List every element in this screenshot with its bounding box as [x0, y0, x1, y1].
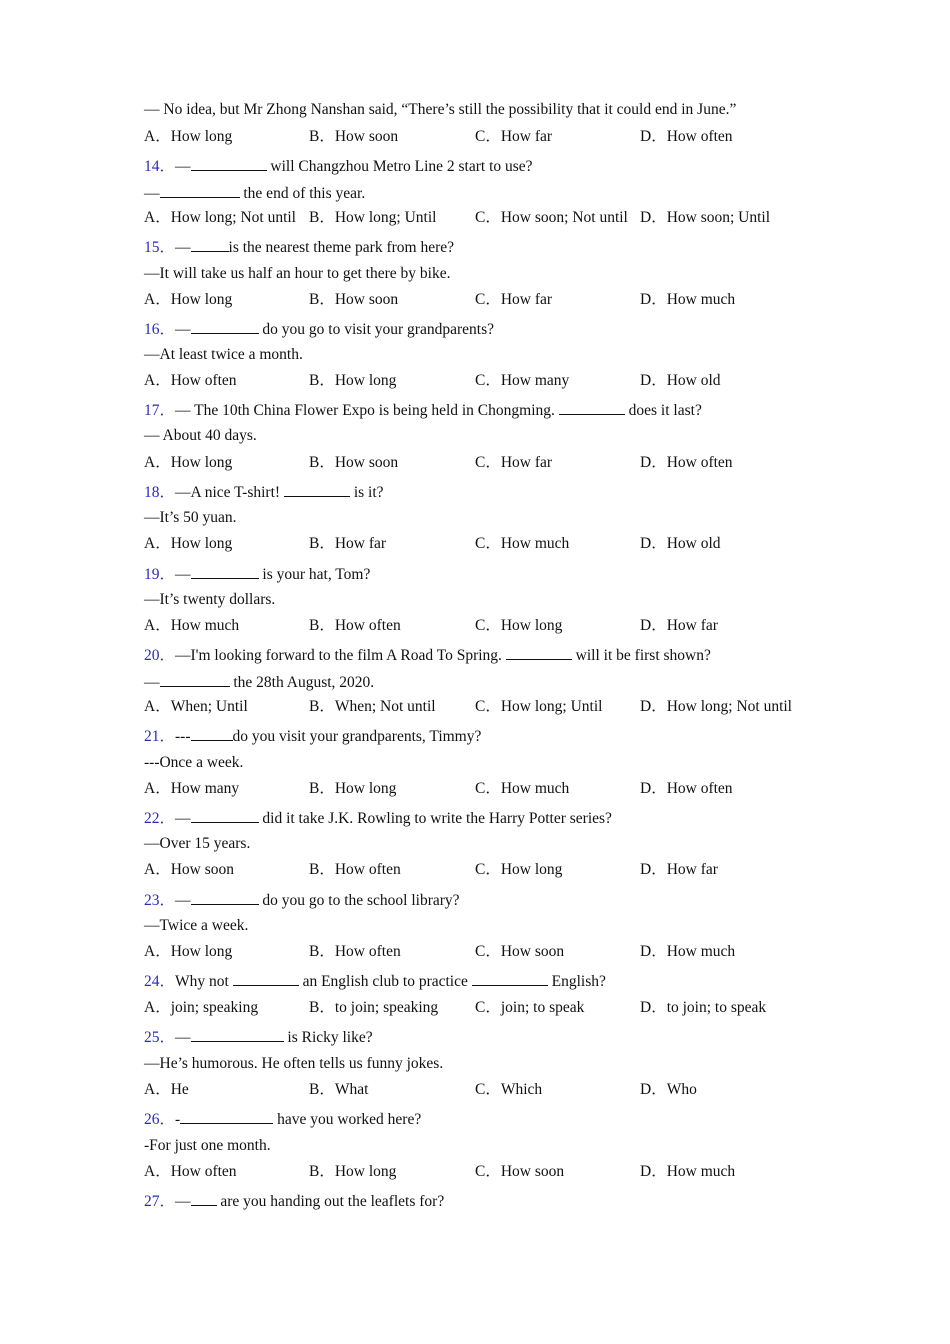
question-22: 22．— did it take J.K. Rowling to write the Harry Potter series? [144, 810, 612, 827]
question-number: 14． [144, 158, 176, 175]
response-line: —Over 15 years. [144, 835, 251, 852]
response-line: — the 28th August, 2020. [144, 674, 375, 691]
option-b[interactable]: B．How soon [309, 128, 399, 145]
option-a[interactable]: A．How soon [144, 861, 234, 878]
option-a[interactable]: A．How often [144, 1163, 237, 1180]
answer-blank[interactable] [191, 1027, 284, 1042]
option-a[interactable]: A．He [144, 1081, 189, 1098]
option-c[interactable]: C．How long; Until [475, 698, 603, 715]
question-number: 18． [144, 484, 176, 501]
answer-blank[interactable] [191, 564, 259, 579]
options-row [144, 291, 844, 309]
response-line: —At least twice a month. [144, 346, 303, 363]
option-c[interactable]: C．How long [475, 861, 563, 878]
option-c[interactable]: C．How far [475, 454, 553, 471]
option-c[interactable]: C．How many [475, 372, 570, 389]
option-b[interactable]: B．How often [309, 617, 401, 634]
answer-blank[interactable] [160, 183, 240, 198]
answer-blank[interactable] [191, 890, 259, 905]
dialog-line: — No idea, but Mr Zhong Nanshan said, “There’s still the possibility that it could end in June.” [144, 101, 737, 118]
question-number: 19． [144, 566, 176, 583]
response-line: ---Once a week. [144, 754, 244, 771]
options-row [144, 617, 844, 635]
response-line: —It’s 50 yuan. [144, 509, 237, 526]
question-27: 27．— are you handing out the leaflets for? [144, 1193, 445, 1210]
option-d[interactable]: D．How far [640, 617, 718, 634]
answer-blank[interactable] [191, 319, 259, 334]
question-25: 25．— is Ricky like? [144, 1029, 373, 1046]
question-21: 21．--- do you visit your grandparents, Timmy? [144, 728, 482, 745]
option-b[interactable]: B．How often [309, 861, 401, 878]
option-c[interactable]: C．How soon; Not until [475, 209, 628, 226]
options-row [144, 454, 844, 472]
option-d[interactable]: D．How often [640, 128, 733, 145]
option-c[interactable]: C．How far [475, 291, 553, 308]
answer-blank[interactable] [506, 645, 572, 660]
options-row [144, 1163, 844, 1181]
option-a[interactable]: A．How many [144, 780, 240, 797]
question-18: 18．—A nice T-shirt! is it? [144, 484, 384, 501]
options-row [144, 780, 844, 798]
option-c[interactable]: C．How far [475, 128, 553, 145]
question-number: 23． [144, 892, 176, 909]
option-a[interactable]: A．How long; Not until [144, 209, 296, 226]
answer-blank[interactable] [233, 971, 299, 986]
question-number: 22． [144, 810, 176, 827]
question-number: 24． [144, 973, 176, 990]
answer-blank[interactable] [180, 1109, 273, 1124]
answer-blank[interactable] [472, 971, 548, 986]
options-row [144, 209, 844, 227]
option-d[interactable]: D．How much [640, 943, 736, 960]
option-c[interactable]: C．How much [475, 535, 570, 552]
option-b[interactable]: B．How long [309, 780, 397, 797]
question-number: 17． [144, 402, 176, 419]
answer-blank[interactable] [284, 482, 350, 497]
option-c[interactable]: C．How much [475, 780, 570, 797]
option-d[interactable]: D．How often [640, 780, 733, 797]
option-b[interactable]: B．How soon [309, 291, 399, 308]
option-b[interactable]: B．How long [309, 372, 397, 389]
option-d[interactable]: D．How much [640, 1163, 736, 1180]
option-a[interactable]: A．How long [144, 454, 233, 471]
option-a[interactable]: A．When; Until [144, 698, 248, 715]
response-line: —It will take us half an hour to get there by bike. [144, 265, 451, 282]
question-16: 16．— do you go to visit your grandparents? [144, 321, 494, 338]
option-a[interactable]: A．How long [144, 943, 233, 960]
option-d[interactable]: D．Who [640, 1081, 697, 1098]
option-b[interactable]: B．What [309, 1081, 369, 1098]
option-b[interactable]: B．How long [309, 1163, 397, 1180]
question-number: 25． [144, 1029, 176, 1046]
response-line: —It’s twenty dollars. [144, 591, 276, 608]
option-b[interactable]: B．How long; Until [309, 209, 437, 226]
answer-blank[interactable] [191, 808, 259, 823]
question-24: 24．Why not an English club to practice English? [144, 973, 606, 990]
question-number: 21． [144, 728, 176, 745]
response-line: —He’s humorous. He often tells us funny jokes. [144, 1055, 444, 1072]
option-c[interactable]: C．join; to speak [475, 999, 585, 1016]
options-row [144, 943, 844, 961]
option-a[interactable]: A．join; speaking [144, 999, 259, 1016]
answer-blank[interactable] [191, 726, 233, 741]
option-b[interactable]: B．How soon [309, 454, 399, 471]
option-d[interactable]: D．How far [640, 861, 718, 878]
option-c[interactable]: C．How long [475, 617, 563, 634]
option-d[interactable]: D．How long; Not until [640, 698, 792, 715]
options-row [144, 128, 844, 146]
question-number: 20． [144, 647, 176, 664]
question-19: 19．— is your hat, Tom? [144, 566, 371, 583]
option-c[interactable]: C．How soon [475, 943, 565, 960]
options-row [144, 698, 844, 716]
option-a[interactable]: A．How long [144, 535, 233, 552]
option-d[interactable]: D．How soon; Until [640, 209, 771, 226]
option-c[interactable]: C．Which [475, 1081, 543, 1098]
question-number: 26． [144, 1111, 176, 1128]
question-15: 15．— is the nearest theme park from here? [144, 239, 455, 256]
option-b[interactable]: B．How far [309, 535, 387, 552]
option-c[interactable]: C．How soon [475, 1163, 565, 1180]
answer-blank[interactable] [191, 156, 267, 171]
option-a[interactable]: A．How long [144, 291, 233, 308]
option-a[interactable]: A．How much [144, 617, 240, 634]
options-row [144, 372, 844, 390]
question-20: 20．—I'm looking forward to the film A Road To Spring. will it be first shown? [144, 647, 711, 664]
question-14: 14．— will Changzhou Metro Line 2 start to use? [144, 158, 533, 175]
option-a[interactable]: A．How often [144, 372, 237, 389]
option-b[interactable]: B．When; Not until [309, 698, 436, 715]
response-line: — About 40 days. [144, 427, 257, 444]
question-number: 16． [144, 321, 176, 338]
option-a[interactable]: A．How long [144, 128, 233, 145]
response-line: —Twice a week. [144, 917, 249, 934]
option-d[interactable]: D．How much [640, 291, 736, 308]
response-line: -For just one month. [144, 1137, 271, 1154]
option-d[interactable]: D．How often [640, 454, 733, 471]
question-17: 17．— The 10th China Flower Expo is being held in Chongming. does it last? [144, 402, 702, 419]
question-number: 27． [144, 1193, 176, 1210]
option-b[interactable]: B．to join; speaking [309, 999, 439, 1016]
answer-blank[interactable] [160, 672, 230, 687]
question-number: 15． [144, 239, 176, 256]
option-d[interactable]: D．to join; to speak [640, 999, 767, 1016]
question-23: 23．— do you go to the school library? [144, 892, 460, 909]
response-line: — the end of this year. [144, 185, 366, 202]
option-b[interactable]: B．How often [309, 943, 401, 960]
answer-blank[interactable] [191, 237, 229, 252]
options-row [144, 1081, 844, 1099]
question-26: 26．- have you worked here? [144, 1111, 422, 1128]
answer-blank[interactable] [559, 400, 625, 415]
answer-blank[interactable] [191, 1191, 217, 1206]
options-row [144, 999, 844, 1017]
option-d[interactable]: D．How old [640, 535, 721, 552]
option-d[interactable]: D．How old [640, 372, 721, 389]
options-row [144, 861, 844, 879]
options-row [144, 535, 844, 553]
